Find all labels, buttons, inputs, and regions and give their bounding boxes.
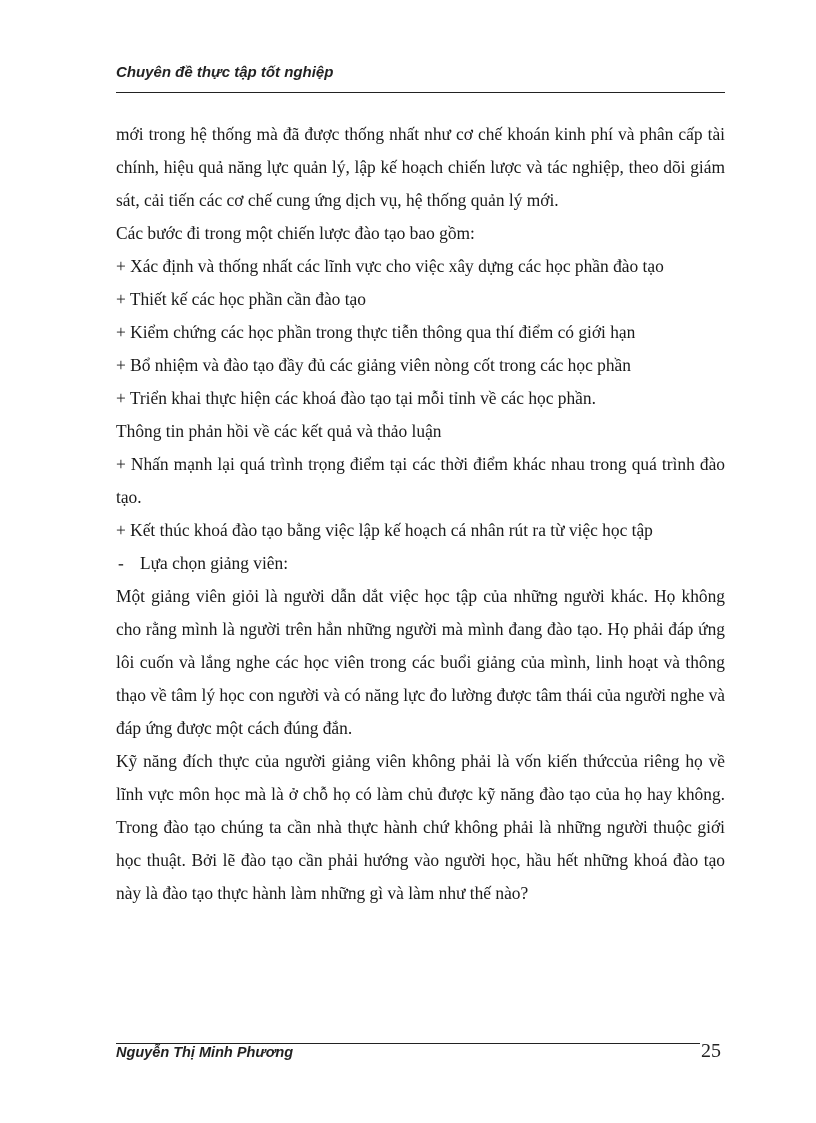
page-header (116, 62, 725, 93)
paragraph: Các bước đi trong một chiến lược đào tạo bao gồm: (116, 223, 475, 243)
page-footer (116, 1038, 725, 1068)
footer-rule (116, 1043, 700, 1044)
list-item: + Kiểm chứng các học phần trong thực tiễn thông qua thí điểm có giới hạn (116, 322, 636, 342)
list-item: + Bổ nhiệm và đào tạo đầy đủ các giảng viên nòng cốt trong các học phần (116, 355, 631, 375)
list-item: + Thiết kế các học phần cần đào tạo (116, 289, 366, 309)
footer-author: Nguyễn Thị Minh Phương (116, 1045, 294, 1061)
section-heading-text: Lựa chọn giảng viên: (140, 553, 289, 573)
paragraph: mới trong hệ thống mà đã được thống nhất như cơ chế khoán kinh phí và phân cấp tài chính, hiệu quả năng lực quản lý, lập kế hoạch chiến lược và tác nghiệp, theo dõi giám sát, cải tiến các cơ chế cung ứng dịch vụ, hệ thống quản lý mới. (116, 124, 725, 210)
paragraph: Kỹ năng đích thực của người giảng viên không phải là vốn kiến thứccủa riêng họ về lĩnh vực môn học mà là ở chỗ họ có làm chủ được kỹ năng đào tạo của họ hay không. Trong đào tạo chúng ta cần nhà thực hành chứ không phải là những người thuộc giới học thuật. Bởi lẽ đào tạo cần phải hướng vào người học, hầu hết những khoá đào tạo này là đào tạo thực hành làm những gì và làm như thế nào? (116, 751, 725, 903)
list-item: + Triển khai thực hiện các khoá đào tạo tại mỗi tỉnh về các học phần. (116, 388, 596, 408)
list-item: + Nhấn mạnh lại quá trình trọng điểm tại các thời điểm khác nhau trong quá trình đào tạo. (116, 454, 725, 507)
list-item: + Xác định và thống nhất các lĩnh vực cho việc xây dựng các học phần đào tạo (116, 256, 664, 276)
paragraph: Một giảng viên giỏi là người dẫn dắt việc học tập của những người khác. Họ không cho rằng mình là người trên hẳn những người mà mình đang đào tạo. Họ phải đáp ứng lôi cuốn và lắng nghe các học viên trong các buổi giảng của mình, linh hoạt và thông thạo về tâm lý học con người và có năng lực đo lường được tâm thái của người nghe và đáp ứng được một cách đúng đắn. (116, 586, 725, 738)
header-title: Chuyên đề thực tập tốt nghiệp (116, 64, 334, 81)
list-item: + Kết thúc khoá đào tạo bằng việc lập kế hoạch cá nhân rút ra từ việc học tập (116, 520, 653, 540)
document-body (116, 118, 725, 910)
paragraph: Thông tin phản hồi về các kết quả và thảo luận (116, 421, 442, 441)
page-number: 25 (701, 1040, 721, 1062)
dash-bullet: - (118, 553, 124, 573)
section-heading (116, 547, 725, 580)
